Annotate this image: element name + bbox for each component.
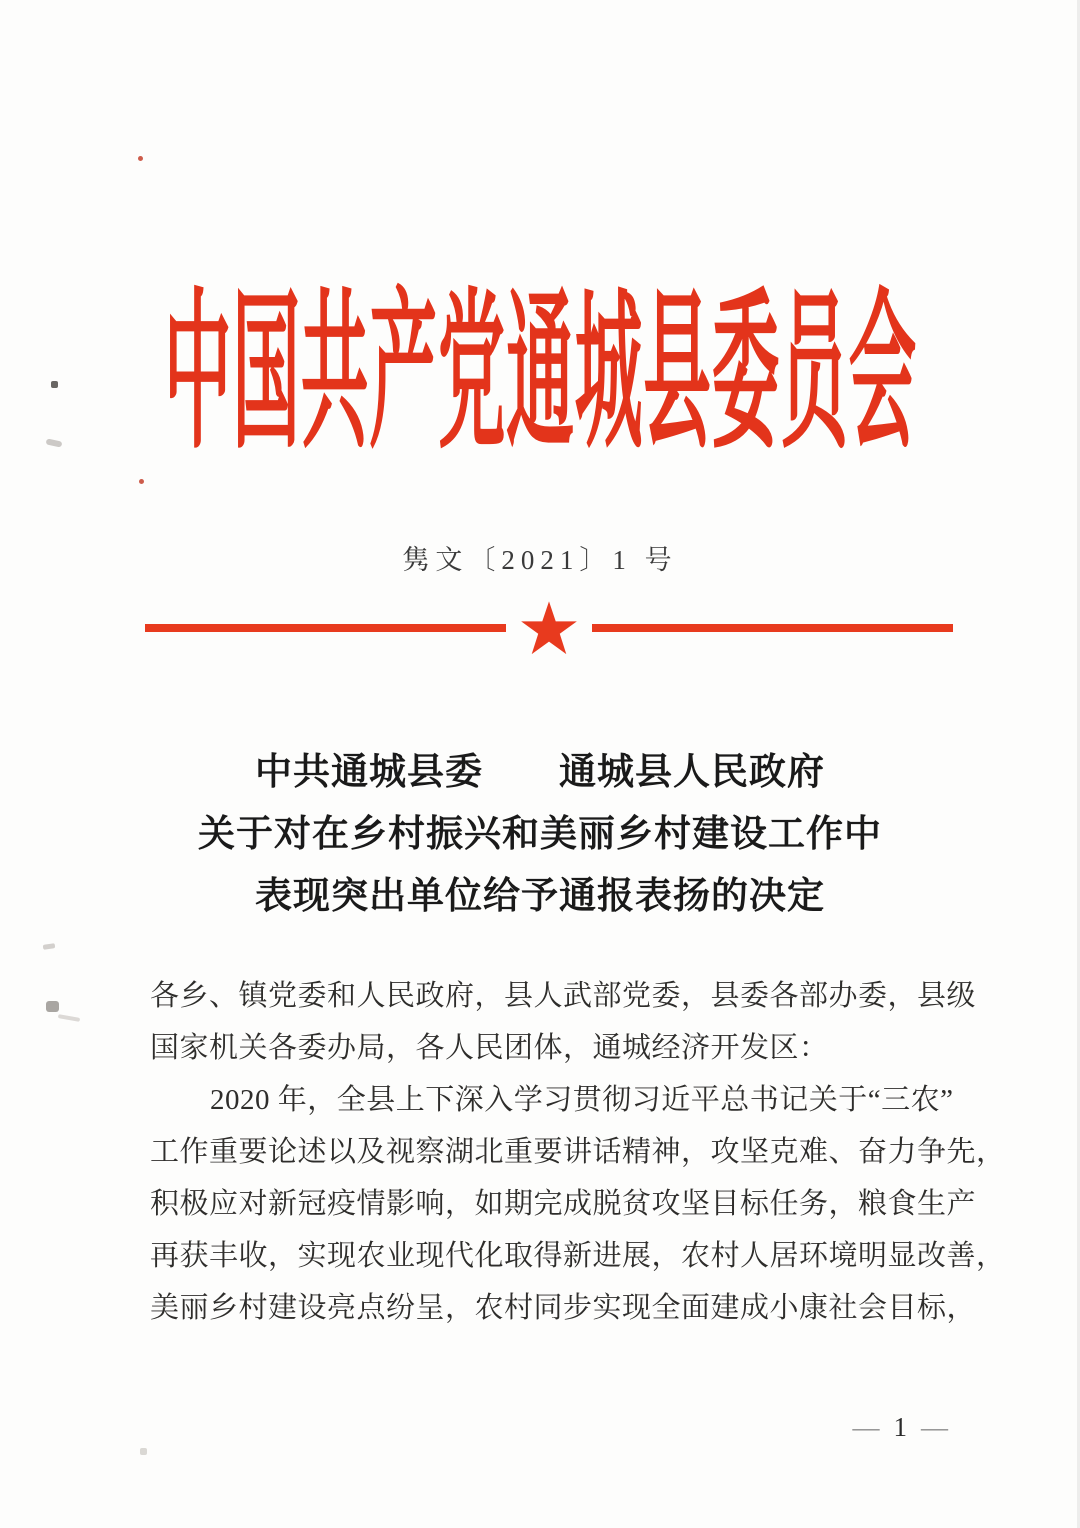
body-line: 积极应对新冠疫情影响，如期完成脱贫攻坚目标任务，粮食生产 <box>150 1188 977 1220</box>
body-line: 国家机关各委办局，各人民团体，通城经济开发区： <box>150 1032 829 1064</box>
document-number: 隽文〔2021〕1 号 <box>402 545 678 575</box>
scan-artifact <box>51 381 58 388</box>
scan-artifact <box>58 1014 80 1022</box>
page-number-value: 1 <box>893 1412 907 1442</box>
document-title-line-3: 表现突出单位给予通报表扬的决定 <box>255 876 825 917</box>
body-line: 工作重要论述以及视察湖北重要讲话精神，攻坚克难、奋力争先， <box>150 1136 1006 1168</box>
scan-artifact <box>139 479 144 484</box>
body-line: 各乡、镇党委和人民政府，县人武部党委，县委各部办委，县级 <box>150 980 977 1012</box>
document-body <box>150 970 1006 1334</box>
divider-rule-right <box>592 624 953 632</box>
document-title-line-1: 中共通城县委 通城县人民政府 <box>255 752 825 793</box>
letterhead <box>0 278 1080 469</box>
page-number-dash-right: — <box>921 1412 948 1442</box>
scan-artifact <box>140 1448 147 1455</box>
document-title-line-2: 关于对在乡村振兴和美丽乡村建设工作中 <box>198 814 882 855</box>
scan-artifact <box>46 1001 59 1012</box>
body-line: 2020 年，全县上下深入学习贯彻习近平总书记关于“三农” <box>210 1084 954 1116</box>
divider-rule-left <box>145 624 506 632</box>
body-line: 再获丰收，实现农业现代化取得新进展，农村人居环境明显改善， <box>150 1240 1006 1272</box>
body-line: 美丽乡村建设亮点纷呈，农村同步实现全面建成小康社会目标， <box>150 1292 977 1324</box>
issuing-organization-title: 中国共产党通城县委员会 <box>163 278 917 469</box>
scan-artifact <box>138 156 143 161</box>
red-star-icon <box>520 599 578 657</box>
red-divider <box>145 597 953 659</box>
page-number <box>853 1412 949 1443</box>
document-title <box>0 742 1080 928</box>
page-number-dash-left: — <box>852 1412 880 1442</box>
scan-artifact <box>43 943 56 950</box>
